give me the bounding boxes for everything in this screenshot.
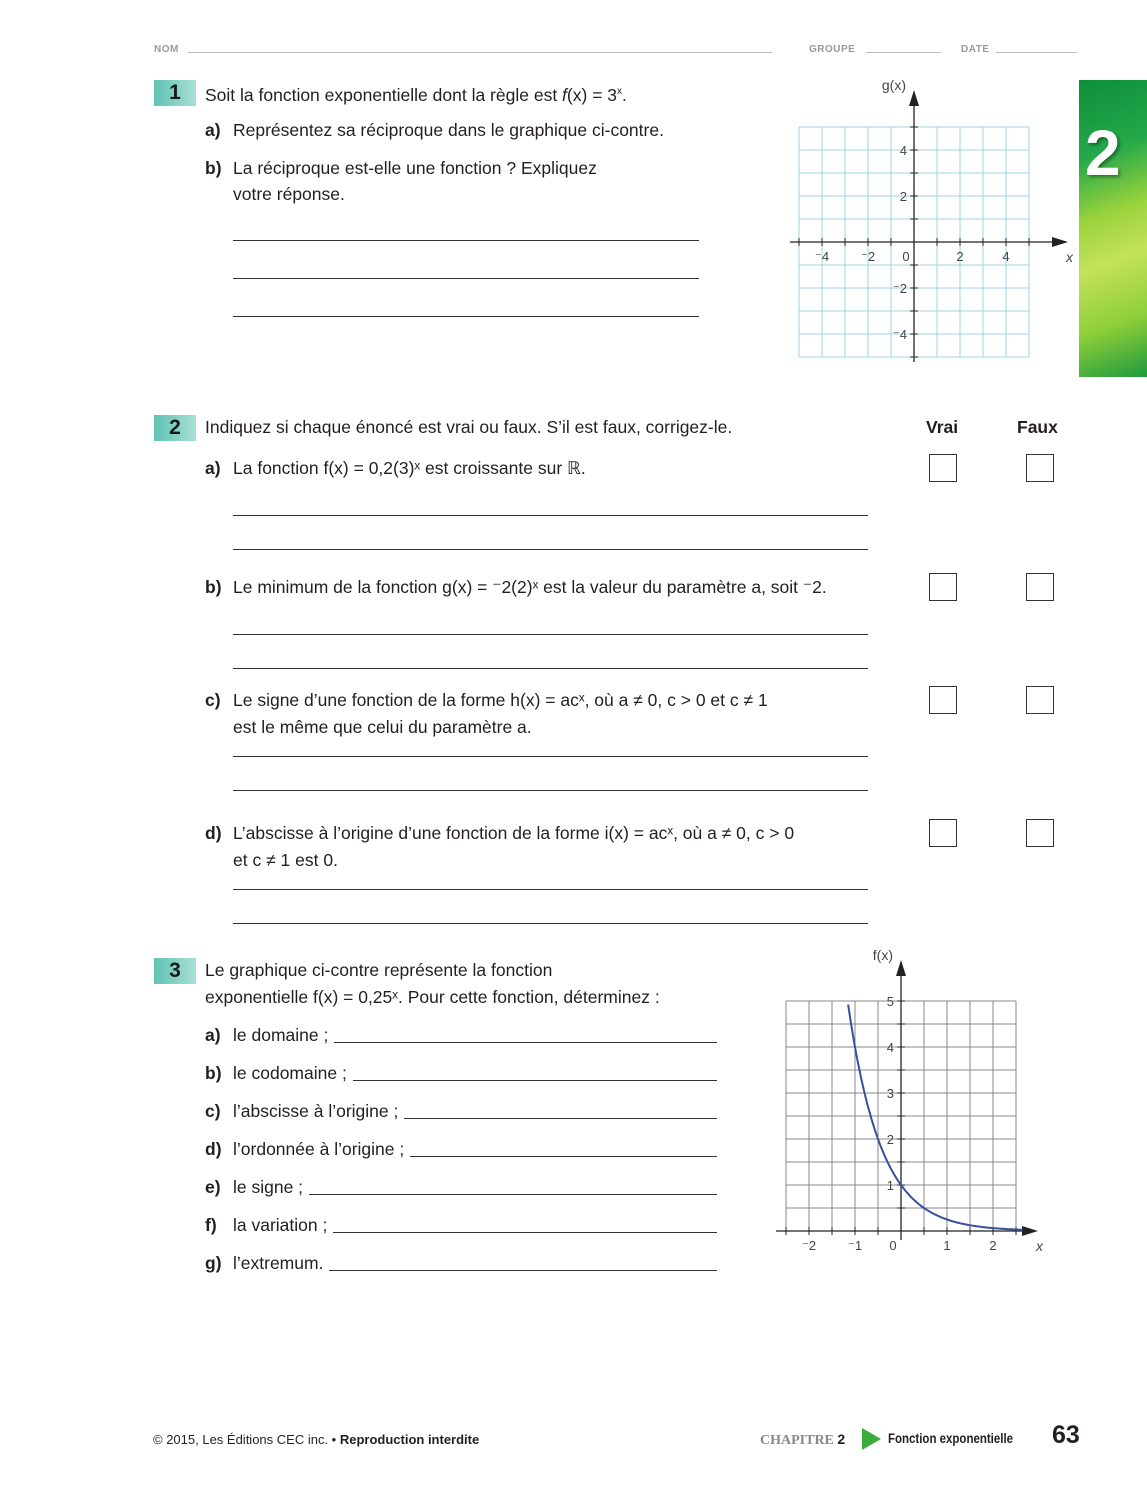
y-tick-label: ⁻2 [892,281,907,296]
q3-item-4 [205,1174,303,1201]
answer-line[interactable] [353,1080,717,1081]
question-1a [205,117,664,144]
chapter-number: 2 [837,1431,846,1447]
question-1-number: 1 [154,80,196,106]
item-label: b) [205,577,222,597]
item-label: a) [205,458,221,478]
faux-checkbox[interactable] [1026,686,1054,714]
x-tick-label: ⁻4 [814,249,830,264]
statement-line2: et c ≠ 1 est 0. [233,850,338,870]
x-tick-label: ⁻2 [801,1238,817,1253]
item-text: l’extremum. [233,1253,324,1273]
x-axis-arrow-icon [1052,237,1068,247]
q3-item-0 [205,1022,328,1049]
fn-name: f [562,84,567,105]
footer-copyright [153,1432,479,1447]
question-2-number: 2 [154,415,196,441]
q3-item-1 [205,1060,347,1087]
stem-text: . [622,84,627,105]
item-text: Le minimum de la fonction g(x) = ⁻2(2)ˣ est la valeur du paramètre a, soit ⁻2. [233,577,827,597]
y-axis-label: g(x) [881,80,906,93]
item-label: a) [205,1025,221,1045]
x-tick-label: ⁻1 [847,1238,863,1253]
y-axis-label: f(x) [872,950,893,963]
x-tick-label: 2 [989,1238,997,1253]
y-tick-label: 1 [886,1178,894,1193]
answer-line[interactable] [333,1232,717,1233]
question-3-stem-line2: exponentielle f(x) = 0,25ˣ. Pour cette fonction, déterminez : [205,987,660,1007]
question-1-stem [205,78,627,109]
chapter-tab-number: 2 [1085,117,1121,189]
function-curve [848,1005,1023,1230]
x-axis-arrow-icon [1022,1226,1038,1236]
nom-field[interactable] [188,52,772,53]
vrai-checkbox[interactable] [929,454,957,482]
vrai-checkbox[interactable] [929,686,957,714]
item-text: Le signe d’une fonction de la forme h(x) = acˣ, où a ≠ 0, c > 0 et c ≠ 1 [233,690,768,710]
q3-item-6 [205,1250,323,1277]
chapter-word: CHAPITRE [760,1433,834,1448]
answer-line[interactable] [404,1118,717,1119]
chapter-arrow-icon [860,1427,882,1451]
answer-line[interactable] [233,515,868,516]
x-tick-label: 2 [956,249,964,264]
statement-line2: est le même que celui du paramètre a. [233,717,532,737]
y-tick-label: 3 [886,1086,894,1101]
exponent: x [617,86,623,97]
page-number: 63 [1052,1421,1080,1449]
groupe-label: GROUPE [809,44,856,55]
item-label: d) [205,1139,222,1159]
faux-checkbox[interactable] [1026,573,1054,601]
question-3-number: 3 [154,958,196,984]
x-tick-label: ⁻2 [860,249,876,264]
q3-item-2 [205,1098,398,1125]
item-text: le signe ; [233,1177,304,1197]
y-tick-label: 4 [899,143,907,158]
question-1b [205,155,597,182]
y-tick-label: ⁻4 [892,327,907,342]
item-label: b) [205,1063,222,1083]
statement-3 [205,820,794,847]
date-label: DATE [961,44,990,55]
stem-text: (x) = 3 [566,84,618,105]
item-label: c) [205,690,221,710]
graph-f-exponential [760,950,1060,1270]
groupe-field[interactable] [866,52,941,53]
y-axis-arrow-icon [909,90,919,106]
item-text: le codomaine ; [233,1063,347,1083]
question-1b-line2: votre réponse. [233,184,345,204]
statement-0 [205,455,586,482]
q3-item-5 [205,1212,327,1239]
item-label: c) [205,1101,221,1121]
answer-line[interactable] [410,1156,717,1157]
date-field[interactable] [996,52,1077,53]
x-tick-label: 4 [1002,249,1010,264]
y-tick-label: 4 [886,1040,894,1055]
x-tick-label: 0 [902,249,910,264]
answer-line[interactable] [233,634,868,635]
vrai-checkbox[interactable] [929,819,957,847]
y-tick-label: 2 [899,189,907,204]
item-label: g) [205,1253,222,1273]
item-text: Représentez sa réciproque dans le graphique ci-contre. [233,120,664,140]
statement-2 [205,687,768,714]
answer-line[interactable] [233,790,868,791]
footer-chapter [760,1431,845,1449]
answer-line[interactable] [233,278,699,279]
x-axis-label: x [1066,249,1073,265]
answer-line[interactable] [233,240,699,241]
q3-item-3 [205,1136,404,1163]
answer-line[interactable] [233,316,699,317]
y-tick-label: 5 [886,994,894,1009]
item-label: b) [205,158,222,178]
item-text: l’abscisse à l’origine ; [233,1101,399,1121]
item-label: f) [205,1215,217,1235]
answer-line[interactable] [233,549,868,550]
footer-chapter-title: Fonction exponentielle [888,1430,1014,1446]
nom-label: NOM [154,44,179,55]
answer-line[interactable] [334,1042,717,1043]
faux-checkbox[interactable] [1026,819,1054,847]
answer-line[interactable] [233,923,868,924]
y-axis-arrow-icon [896,960,906,976]
item-text: La réciproque est-elle une fonction ? Expliquez [233,158,597,178]
item-label: d) [205,823,222,843]
item-text: le domaine ; [233,1025,329,1045]
statement-1 [205,574,827,601]
copyright-text: © 2015, Les Éditions CEC inc. • [153,1432,340,1447]
answer-line[interactable] [329,1270,717,1271]
answer-line[interactable] [309,1194,717,1195]
answer-line[interactable] [233,756,868,757]
answer-line[interactable] [233,668,868,669]
stem-text: Soit la fonction exponentielle dont la règle est [205,84,563,105]
item-text: La fonction f(x) = 0,2(3)ˣ est croissante sur ℝ. [233,458,586,478]
x-tick-label: 0 [889,1238,897,1253]
vrai-column-header: Vrai [926,417,959,437]
x-tick-label: 1 [943,1238,951,1253]
item-text: la variation ; [233,1215,328,1235]
answer-line[interactable] [233,889,868,890]
rights-text: Reproduction interdite [339,1432,480,1447]
y-tick-label: 2 [886,1132,894,1147]
item-text: l’ordonnée à l’origine ; [233,1139,405,1159]
question-2-stem: Indiquez si chaque énoncé est vrai ou faux. S’il est faux, corrigez-le. [205,417,733,437]
item-text: L’abscisse à l’origine d’une fonction de la forme i(x) = acˣ, où a ≠ 0, c > 0 [233,823,795,843]
item-label: a) [205,120,221,140]
x-axis-label: x [1036,1238,1043,1254]
faux-column-header: Faux [1017,417,1058,437]
question-3-stem-line1: Le graphique ci-contre représente la fonction [205,960,553,980]
item-label: e) [205,1177,221,1197]
faux-checkbox[interactable] [1026,454,1054,482]
vrai-checkbox[interactable] [929,573,957,601]
graph-g-reciprocal[interactable] [780,80,1080,370]
